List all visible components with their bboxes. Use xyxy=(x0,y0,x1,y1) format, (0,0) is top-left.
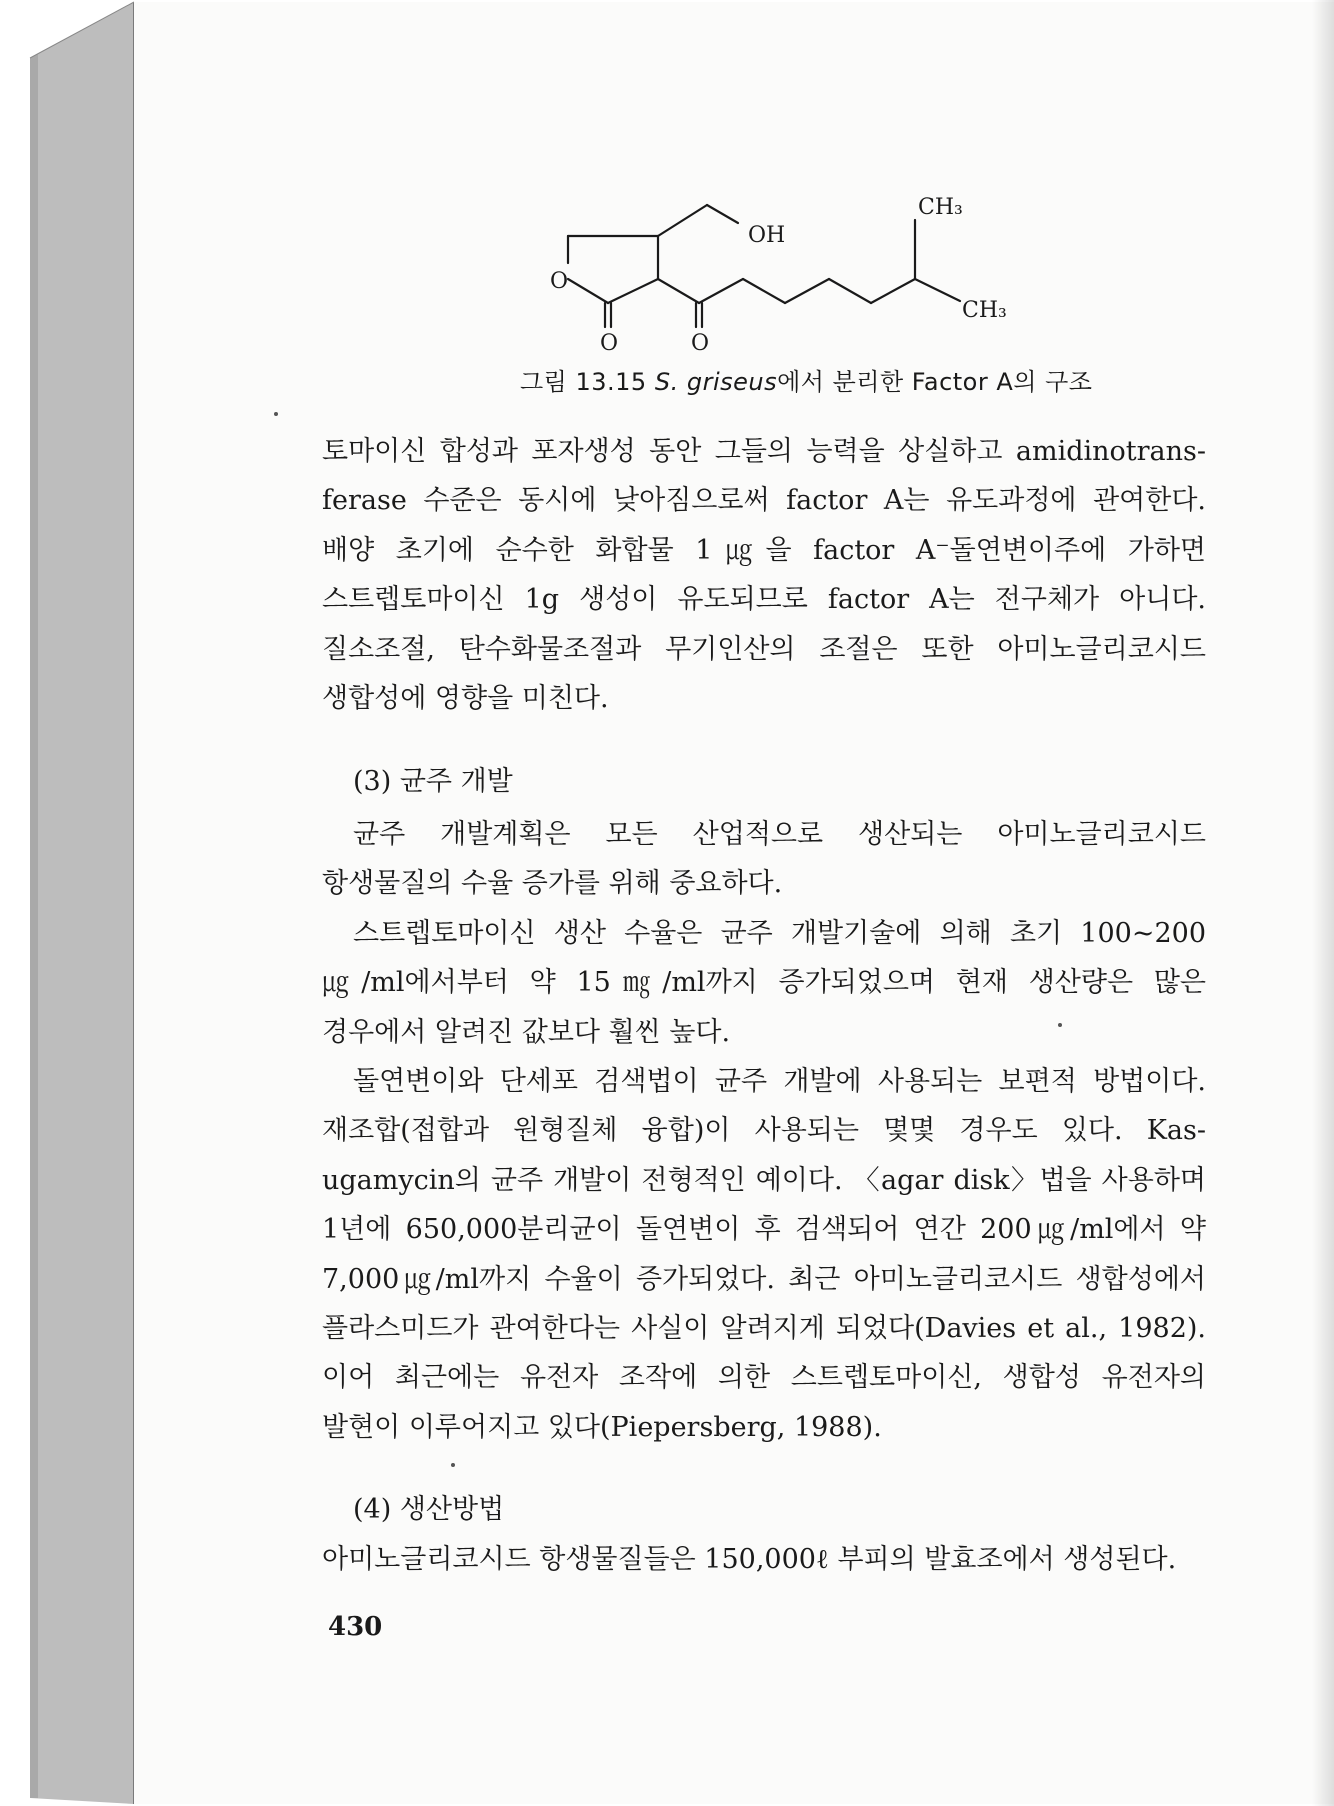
page-number: 430 xyxy=(328,1612,383,1642)
methyl-top-label: CH₃ xyxy=(918,195,963,220)
scan-speck xyxy=(1058,1023,1062,1027)
figure-caption xyxy=(520,362,1140,397)
ketone-oxygen-label: O xyxy=(691,331,710,356)
paragraph-production-method: 아미노글리코시드 항생물질들은 150,000ℓ 부피의 발효조에서 생성된다. xyxy=(322,1544,1177,1575)
section-heading-production-method: (4) 생산방법 xyxy=(353,1494,505,1525)
paragraph-strain-development-intro: 균주 개발계획은 모든 산업적으로 생산되는 아미노글리코시드 항생물질의 수율 증가를 위해 중요하다. xyxy=(322,819,1206,900)
methyl-bottom-label: CH₃ xyxy=(962,298,1007,323)
factor-a-structure xyxy=(540,185,1060,365)
scan-speck xyxy=(451,1463,455,1467)
page-edge-shadow xyxy=(1312,0,1334,1806)
paragraph-streptomycin-yield: 스트렙토마이신 생산 수율은 균주 개발기술에 의해 초기 100~200㎍/ml에서부터 약 15㎎/ml까지 증가되었으며 현재 생산량은 많은 경우에서 알려진 값보다 훨씬 높다. xyxy=(322,918,1206,1048)
scan-speck xyxy=(274,412,278,416)
caption-prefix: 그림 13.15 xyxy=(520,368,655,396)
ring-oxygen-label: O xyxy=(550,269,569,294)
lactone-oxygen-label: O xyxy=(600,331,619,356)
section-heading-strain-development: (3) 균주 개발 xyxy=(353,766,513,797)
paragraph-factor-a: 토마이신 합성과 포자생성 동안 그들의 능력을 상실하고 amidinotrans-ferase 수준은 동시에 낮아짐으로써 factor A는 유도과정에 관여한다. 배양 초기에 순수한 화합물 1㎍을 factor A⁻돌연변이주에 가하면 스트렙토마이신 1g 생성이 유도되므로 factor A는 전구체가 아니다. 질소조절, 탄수화물조절과 무기인산의 조절은 또한 아미노글리코시드 생합성에 영향을 미친다. xyxy=(322,436,1206,715)
caption-species: S. griseus xyxy=(654,368,778,396)
paragraph-mutation-screening: 돌연변이와 단세포 검색법이 균주 개발에 사용되는 보편적 방법이다. 재조합(접합과 원형질체 융합)이 사용되는 몇몇 경우도 있다. Kas-ugamycin의 균주 개발이 전형적인 예이다. 〈agar disk〉법을 사용하며 1년에 650,000분리균이 돌연변이 후 검색되어 연간 200㎍/ml에서 약 7,000㎍/ml까지 수율이 증가되었다. 최근 아미노글리코시드 생합성에서 플라스미드가 관여한다는 사실이 알려지게 되었다(Davies et al., 1982). 이어 최근에는 유전자 조작에 의한 스트렙토마이신, 생합성 유전자의 발현이 이루어지고 있다(Piepersberg, 1988). xyxy=(322,1066,1206,1443)
hydroxyl-label: OH xyxy=(748,223,786,248)
caption-suffix: 에서 분리한 Factor A의 구조 xyxy=(777,368,1093,396)
